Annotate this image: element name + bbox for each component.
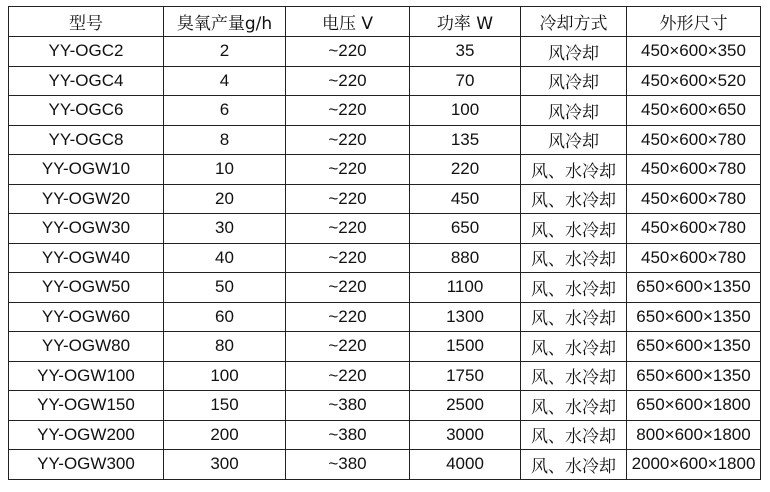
ozone-output-cell: 2: [164, 37, 286, 67]
dimensions-cell: 450×600×780: [627, 125, 761, 155]
power-cell: 35: [410, 37, 521, 67]
voltage-cell: ~220: [286, 361, 410, 391]
table-row: [9, 450, 761, 480]
model-cell: YY-OGC4: [9, 66, 164, 96]
power-cell: 650: [410, 214, 521, 244]
table-body: [9, 37, 761, 480]
ozone-output-cell: 300: [164, 450, 286, 480]
dimensions-cell: 450×600×780: [627, 184, 761, 214]
model-cell: YY-OGW60: [9, 302, 164, 332]
model-cell: YY-OGW10: [9, 155, 164, 185]
dimensions-cell: 450×600×780: [627, 214, 761, 244]
voltage-cell: ~220: [286, 125, 410, 155]
table-row: [9, 214, 761, 244]
ozone-output-cell: 40: [164, 243, 286, 273]
model-cell: YY-OGC8: [9, 125, 164, 155]
ozone-output-cell: 20: [164, 184, 286, 214]
cooling-cell: 风、水冷却: [521, 361, 627, 391]
dimensions-cell: 2000×600×1800: [627, 450, 761, 480]
table-row: [9, 332, 761, 362]
power-cell: 880: [410, 243, 521, 273]
ozone-output-cell: 8: [164, 125, 286, 155]
header-dimensions: 外形尺寸: [627, 7, 761, 37]
dimensions-cell: 650×600×1350: [627, 361, 761, 391]
power-cell: 2500: [410, 391, 521, 421]
dimensions-cell: 450×600×650: [627, 96, 761, 126]
dimensions-cell: 450×600×780: [627, 243, 761, 273]
cooling-cell: 风、水冷却: [521, 450, 627, 480]
model-cell: YY-OGW80: [9, 332, 164, 362]
power-cell: 220: [410, 155, 521, 185]
model-cell: YY-OGW100: [9, 361, 164, 391]
model-cell: YY-OGC6: [9, 96, 164, 126]
power-cell: 3000: [410, 420, 521, 450]
power-cell: 1100: [410, 273, 521, 303]
header-row: [9, 7, 761, 37]
cooling-cell: 风、水冷却: [521, 273, 627, 303]
header-ozone-output: 臭氧产量g/h: [164, 7, 286, 37]
table-row: [9, 243, 761, 273]
ozone-generator-spec-table: [8, 6, 761, 480]
ozone-output-cell: 200: [164, 420, 286, 450]
voltage-cell: ~380: [286, 450, 410, 480]
power-cell: 100: [410, 96, 521, 126]
cooling-cell: 风、水冷却: [521, 302, 627, 332]
dimensions-cell: 800×600×1800: [627, 420, 761, 450]
dimensions-cell: 450×600×520: [627, 66, 761, 96]
model-cell: YY-OGW300: [9, 450, 164, 480]
power-cell: 1750: [410, 361, 521, 391]
ozone-output-cell: 60: [164, 302, 286, 332]
cooling-cell: 风冷却: [521, 37, 627, 67]
table-row: [9, 184, 761, 214]
power-cell: 450: [410, 184, 521, 214]
header-voltage: 电压 V: [286, 7, 410, 37]
voltage-cell: ~380: [286, 391, 410, 421]
dimensions-cell: 650×600×1350: [627, 273, 761, 303]
voltage-cell: ~220: [286, 273, 410, 303]
voltage-cell: ~220: [286, 96, 410, 126]
power-cell: 4000: [410, 450, 521, 480]
model-cell: YY-OGW50: [9, 273, 164, 303]
power-cell: 135: [410, 125, 521, 155]
dimensions-cell: 650×600×1350: [627, 302, 761, 332]
table-row: [9, 391, 761, 421]
voltage-cell: ~220: [286, 243, 410, 273]
voltage-cell: ~220: [286, 66, 410, 96]
dimensions-cell: 450×600×780: [627, 155, 761, 185]
ozone-output-cell: 6: [164, 96, 286, 126]
ozone-output-cell: 100: [164, 361, 286, 391]
cooling-cell: 风、水冷却: [521, 391, 627, 421]
cooling-cell: 风、水冷却: [521, 184, 627, 214]
table-row: [9, 273, 761, 303]
voltage-cell: ~220: [286, 184, 410, 214]
dimensions-cell: 450×600×350: [627, 37, 761, 67]
power-cell: 1300: [410, 302, 521, 332]
cooling-cell: 风、水冷却: [521, 155, 627, 185]
table-row: [9, 302, 761, 332]
ozone-output-cell: 150: [164, 391, 286, 421]
table-row: [9, 96, 761, 126]
model-cell: YY-OGW40: [9, 243, 164, 273]
ozone-output-cell: 50: [164, 273, 286, 303]
table-row: [9, 66, 761, 96]
table-row: [9, 125, 761, 155]
cooling-cell: 风冷却: [521, 125, 627, 155]
voltage-cell: ~380: [286, 420, 410, 450]
model-cell: YY-OGC2: [9, 37, 164, 67]
cooling-cell: 风冷却: [521, 96, 627, 126]
dimensions-cell: 650×600×1350: [627, 332, 761, 362]
table-row: [9, 155, 761, 185]
cooling-cell: 风冷却: [521, 66, 627, 96]
model-cell: YY-OGW30: [9, 214, 164, 244]
voltage-cell: ~220: [286, 214, 410, 244]
cooling-cell: 风、水冷却: [521, 332, 627, 362]
model-cell: YY-OGW200: [9, 420, 164, 450]
voltage-cell: ~220: [286, 155, 410, 185]
header-model: 型号: [9, 7, 164, 37]
ozone-output-cell: 30: [164, 214, 286, 244]
ozone-output-cell: 4: [164, 66, 286, 96]
cooling-cell: 风、水冷却: [521, 214, 627, 244]
voltage-cell: ~220: [286, 37, 410, 67]
ozone-output-cell: 80: [164, 332, 286, 362]
table-row: [9, 361, 761, 391]
ozone-output-cell: 10: [164, 155, 286, 185]
table-row: [9, 37, 761, 67]
cooling-cell: 风、水冷却: [521, 243, 627, 273]
dimensions-cell: 650×600×1800: [627, 391, 761, 421]
model-cell: YY-OGW20: [9, 184, 164, 214]
table-row: [9, 420, 761, 450]
voltage-cell: ~220: [286, 302, 410, 332]
cooling-cell: 风、水冷却: [521, 420, 627, 450]
voltage-cell: ~220: [286, 332, 410, 362]
model-cell: YY-OGW150: [9, 391, 164, 421]
power-cell: 1500: [410, 332, 521, 362]
header-cooling: 冷却方式: [521, 7, 627, 37]
power-cell: 70: [410, 66, 521, 96]
table-header: [9, 7, 761, 37]
header-power: 功率 W: [410, 7, 521, 37]
